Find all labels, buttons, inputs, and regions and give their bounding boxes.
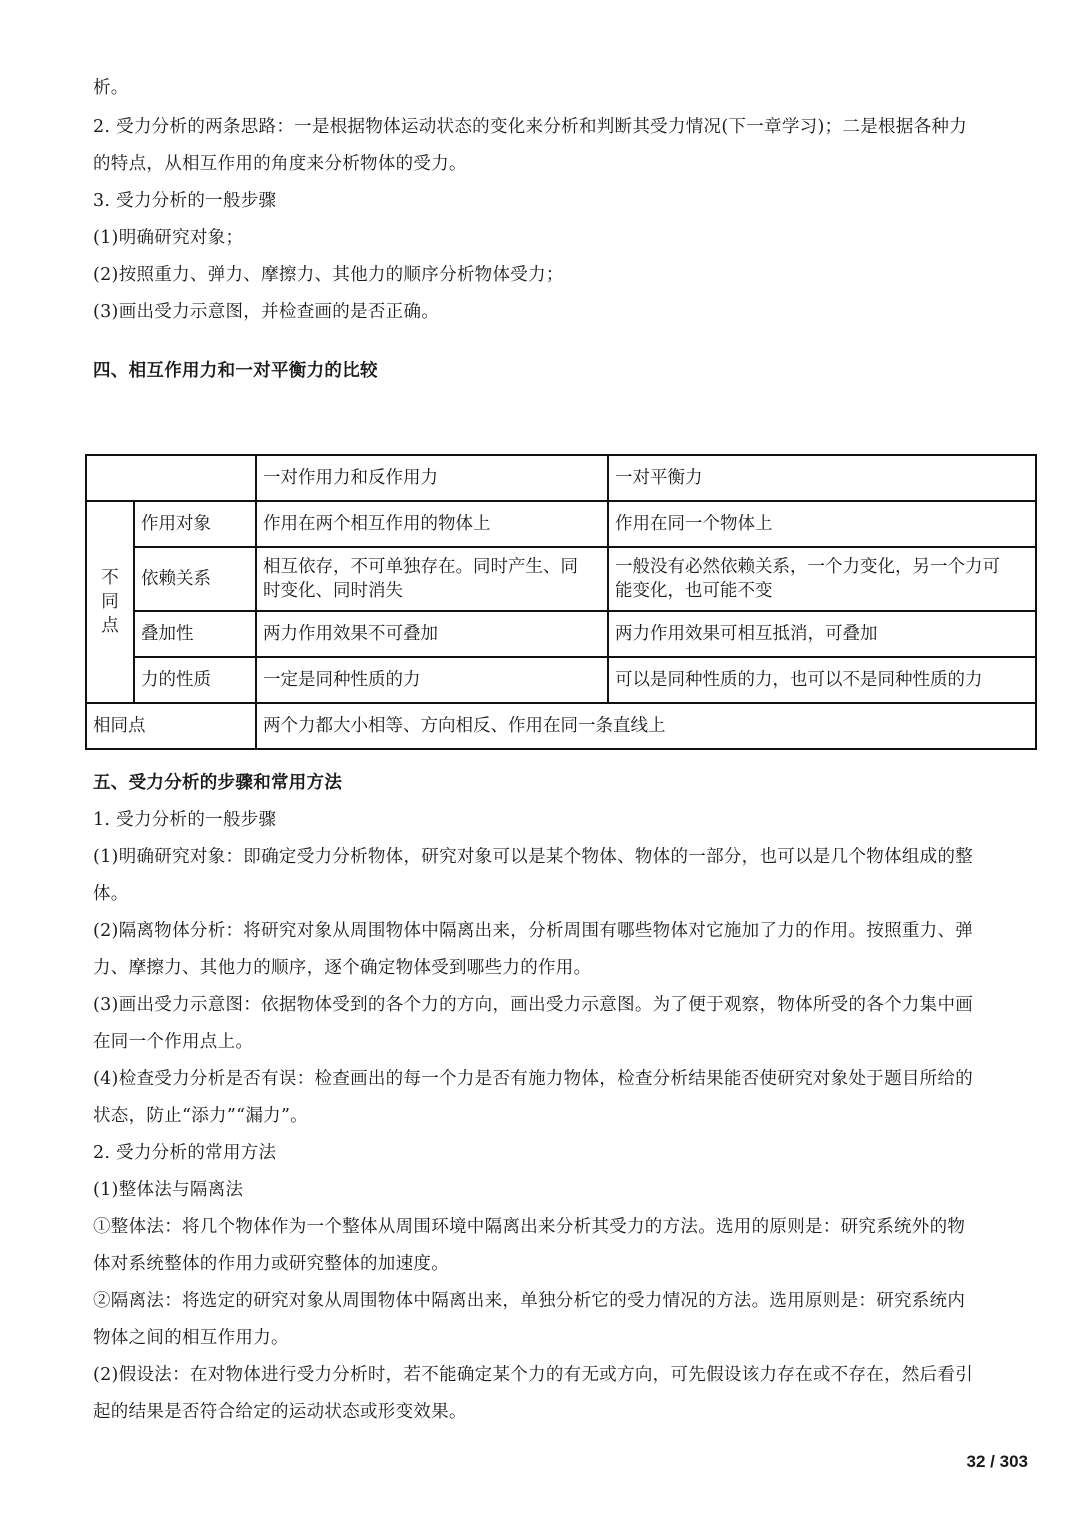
column-header: 一对平衡力 <box>608 455 1036 501</box>
table-corner-cell <box>86 455 256 501</box>
text-line: (1)明确研究对象：即确定受力分析物体，研究对象可以是某个物体、物体的一部分，也可以是几个物体组成的整 <box>93 847 974 867</box>
text-line: (2)隔离物体分析：将研究对象从周围物体中隔离出来，分析周围有哪些物体对它施加了力的作用。按照重力、弹 <box>93 921 974 941</box>
page-number: 32 / 303 <box>966 1452 1028 1471</box>
text-line: 起的结果是否符合给定的运动状态或形变效果。 <box>93 1402 467 1422</box>
column-header: 一对作用力和反作用力 <box>256 455 608 501</box>
list-heading: 3. 受力分析的一般步骤 <box>93 191 277 211</box>
text-line: 的特点，从相互作用的角度来分析物体的受力。 <box>93 154 467 174</box>
table-row <box>86 547 1036 611</box>
table-cell: 作用在同一个物体上 <box>608 501 1036 547</box>
table-row <box>86 611 1036 657</box>
table-cell: 一定是同种性质的力 <box>256 657 608 703</box>
table-row <box>86 657 1036 703</box>
section-heading: 五、受力分析的步骤和常用方法 <box>93 773 343 793</box>
diff-label-cell: 不 同 点 <box>86 501 134 703</box>
text-line: 析。 <box>93 78 129 98</box>
row-label: 作用对象 <box>134 501 256 547</box>
table-cell: 两个力都大小相等、方向相反、作用在同一条直线上 <box>256 703 1036 749</box>
text-line: 体。 <box>93 884 129 904</box>
row-label: 依赖关系 <box>134 547 256 611</box>
list-item: (1)整体法与隔离法 <box>93 1180 244 1200</box>
row-label: 力的性质 <box>134 657 256 703</box>
table-cell: 相互依存，不可单独存在。同时产生、同 时变化、同时消失 <box>256 547 608 611</box>
list-item: (2)按照重力、弹力、摩擦力、其他力的顺序分析物体受力； <box>93 265 564 285</box>
table-cell: 两力作用效果可相互抵消，可叠加 <box>608 611 1036 657</box>
list-heading: 1. 受力分析的一般步骤 <box>93 810 277 830</box>
text-line: 物体之间的相互作用力。 <box>93 1328 289 1348</box>
text-line: (3)画出受力示意图：依据物体受到的各个力的方向，画出受力示意图。为了便于观察，物体所受的各个力集中画 <box>93 995 974 1015</box>
section-heading: 四、相互作用力和一对平衡力的比较 <box>93 361 378 381</box>
text-line: 体对系统整体的作用力或研究整体的加速度。 <box>93 1254 449 1274</box>
row-label: 相同点 <box>86 703 256 749</box>
comparison-table <box>85 454 1037 750</box>
text-line: (2)假设法：在对物体进行受力分析时，若不能确定某个力的有无或方向，可先假设该力存在或不存在，然后看引 <box>93 1365 974 1385</box>
text-line: ①整体法：将几个物体作为一个整体从周围环境中隔离出来分析其受力的方法。选用的原则是：研究系统外的物 <box>93 1217 966 1237</box>
text-line: 2. 受力分析的两条思路：一是根据物体运动状态的变化来分析和判断其受力情况(下一章学习)；二是根据各种力 <box>93 117 968 137</box>
text-line: 状态，防止“添力”“漏力”。 <box>93 1106 308 1126</box>
text-line: (4)检查受力分析是否有误：检查画出的每一个力是否有施力物体，检查分析结果能否使研究对象处于题目所给的 <box>93 1069 974 1089</box>
list-item: (3)画出受力示意图，并检查画的是否正确。 <box>93 302 440 322</box>
table-cell: 两力作用效果不可叠加 <box>256 611 608 657</box>
list-heading: 2. 受力分析的常用方法 <box>93 1143 277 1163</box>
text-line: ②隔离法：将选定的研究对象从周围物体中隔离出来，单独分析它的受力情况的方法。选用原则是：研究系统内 <box>93 1291 966 1311</box>
text-line: 力、摩擦力、其他力的顺序，逐个确定物体受到哪些力的作用。 <box>93 958 592 978</box>
table-cell: 一般没有必然依赖关系，一个力变化，另一个力可 能变化，也可能不变 <box>608 547 1036 611</box>
table-row <box>86 501 1036 547</box>
list-item: (1)明确研究对象； <box>93 228 244 248</box>
table-cell: 可以是同种性质的力，也可以不是同种性质的力 <box>608 657 1036 703</box>
row-label: 叠加性 <box>134 611 256 657</box>
table-row <box>86 703 1036 749</box>
table-cell: 作用在两个相互作用的物体上 <box>256 501 608 547</box>
text-line: 在同一个作用点上。 <box>93 1032 254 1052</box>
table-header-row <box>86 455 1036 501</box>
